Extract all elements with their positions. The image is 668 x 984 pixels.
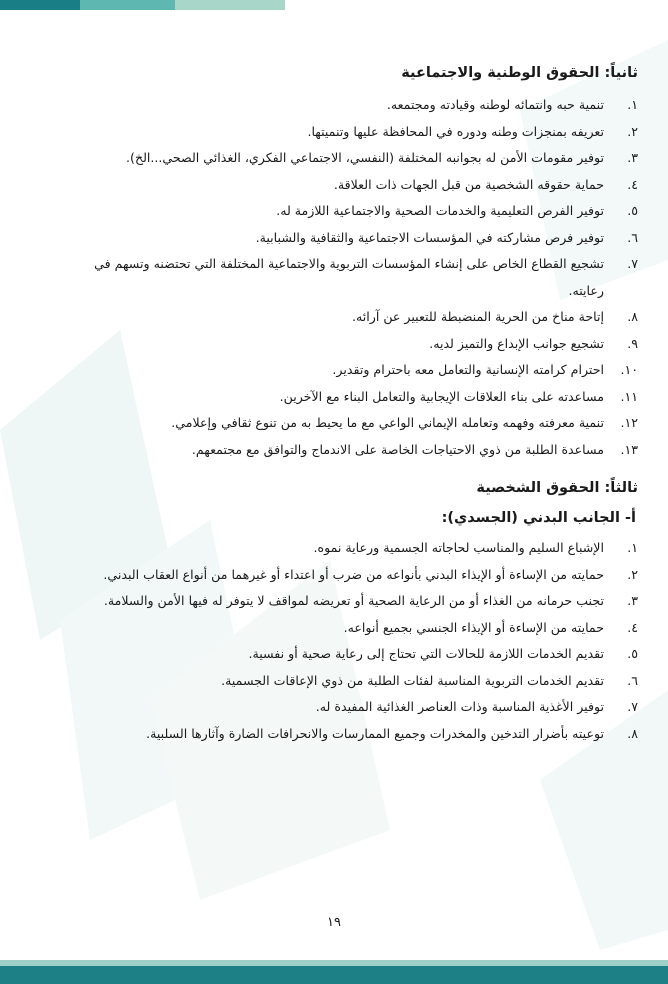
subsection-title-physical: أ- الجانب البدني (الجسدي): — [441, 510, 636, 526]
list-item — [62, 588, 638, 615]
list-item — [62, 384, 638, 411]
list-item-text: تنمية معرفته وفهمه وتعامله الإيماني الواعي مع ما يحيط به من تنوع ثقافي وإعلامي. — [171, 415, 604, 430]
list-item — [62, 357, 638, 384]
list-item-number: ٨. — [627, 309, 638, 324]
list-item — [62, 331, 638, 358]
section-title-national-social-rights: ثانياً: الحقوق الوطنية والاجتماعية — [401, 65, 638, 81]
list-item-number: ١. — [627, 97, 638, 112]
physical-rights-list — [62, 535, 638, 747]
list-item-number: ٣. — [627, 593, 638, 608]
list-item-text: حماية حقوقه الشخصية من قبل الجهات ذات العلاقة. — [333, 176, 604, 192]
list-item-number: ٢. — [627, 123, 638, 139]
list-item — [62, 119, 638, 146]
list-item-number: ١٠. — [620, 362, 638, 377]
list-item-text: مساعدته على بناء العلاقات الإيجابية والتعامل البناء مع الآخرين. — [279, 388, 604, 404]
list-item-number: ٦. — [627, 672, 638, 688]
list-item-text: توفير فرص مشاركته في المؤسسات الاجتماعية والثقافية والشبابية. — [255, 229, 604, 245]
list-item-text: توفير الأغذية المناسبة وذات العناصر الغذائية المفيدة له. — [315, 699, 604, 714]
list-item-number: ٢. — [627, 566, 638, 582]
list-item — [62, 304, 638, 331]
list-item-number: ٤. — [627, 619, 638, 635]
list-item-text: حمايته من الإساءة أو الإيذاء الجنسي بجميع أنواعه. — [343, 619, 604, 635]
list-item-text: توعيته بأضرار التدخين والمخدرات وجميع الممارسات والانحرافات الضارة وآثارها السلبية. — [146, 725, 604, 741]
list-item — [62, 694, 638, 721]
list-item-number: ٨. — [627, 725, 638, 741]
list-item-text: تنمية حبه وانتمائه لوطنه وقيادته ومجتمعه. — [386, 97, 604, 112]
list-item — [62, 410, 638, 437]
list-item-text: مساعدة الطلبة من ذوي الاحتياجات الخاصة على الاندماج والتوافق مع مجتمعهم. — [191, 441, 604, 457]
list-item-number: ١٢. — [620, 415, 638, 430]
bottom-band-dark — [0, 966, 668, 984]
section-title-personal-rights: ثالثاً: الحقوق الشخصية — [476, 480, 638, 496]
list-item-number: ٦. — [627, 229, 638, 245]
list-item — [62, 721, 638, 748]
list-item-number: ٤. — [627, 176, 638, 192]
list-item-number: ١٣. — [620, 441, 638, 457]
list-item-text: تقديم الخدمات التربوية المناسبة لفئات الطلبة من ذوي الإعاقات الجسمية. — [221, 672, 604, 688]
list-item — [62, 251, 638, 304]
list-item — [62, 562, 638, 589]
list-item-number: ١. — [627, 540, 638, 555]
list-item — [62, 668, 638, 695]
list-item — [62, 92, 638, 119]
list-item — [62, 198, 638, 225]
list-item-number: ٥. — [627, 203, 638, 218]
list-item-number: ٩. — [627, 335, 638, 351]
list-item-text: تعريفه بمنجزات وطنه ودوره في المحافظة عليها وتنميتها. — [307, 123, 604, 139]
list-item — [62, 615, 638, 642]
list-item — [62, 437, 638, 464]
bottom-decorative-band — [0, 960, 668, 984]
list-item-number: ٥. — [627, 646, 638, 661]
list-item-number: ٣. — [627, 150, 638, 165]
list-item-text: تقديم الخدمات اللازمة للحالات التي تحتاج إلى رعاية صحية أو نفسية. — [248, 646, 604, 661]
list-item-text: الإشباع السليم والمناسب لحاجاته الجسمية ورعاية نموه. — [313, 540, 604, 555]
list-item-number: ٧. — [627, 256, 638, 271]
list-item-number: ٧. — [627, 699, 638, 714]
list-item-text: احترام كرامته الإنسانية والتعامل معه باحترام وتقدير. — [332, 362, 604, 377]
document-body — [62, 62, 638, 761]
list-item — [62, 225, 638, 252]
list-item-text: توفير مقومات الأمن له بجوانبه المختلفة (النفسي، الاجتماعي الفكري، الغذائي الصحي...الخ). — [126, 150, 604, 165]
list-item-number: ١١. — [620, 388, 638, 404]
list-item-text: تشجيع القطاع الخاص على إنشاء المؤسسات التربوية والاجتماعية المختلفة التي تحتضنه وتسهم في رعايته. — [94, 256, 604, 298]
national-rights-list — [62, 92, 638, 463]
list-item-text: توفير الفرص التعليمية والخدمات الصحية والاجتماعية اللازمة له. — [276, 203, 604, 218]
list-item-text: تشجيع جوانب الإبداع والتميز لديه. — [429, 335, 604, 351]
list-item-text: إتاحة مناخ من الحرية المنضبطة للتعبير عن آرائه. — [351, 309, 604, 324]
list-item — [62, 145, 638, 172]
list-item-text: تجنب حرمانه من الغذاء أو من الرعاية الصحية أو تعريضه لمواقف لا يتوفر له فيها الأمن والسلامة. — [103, 593, 604, 608]
list-item — [62, 172, 638, 199]
list-item-text: حمايته من الإساءة أو الإيذاء البدني بأنواعه من ضرب أو اعتداء أو غيرهما من أنواع العقاب البدني. — [103, 566, 604, 582]
list-item — [62, 535, 638, 562]
page-number: ١٩ — [327, 915, 341, 930]
list-item — [62, 641, 638, 668]
